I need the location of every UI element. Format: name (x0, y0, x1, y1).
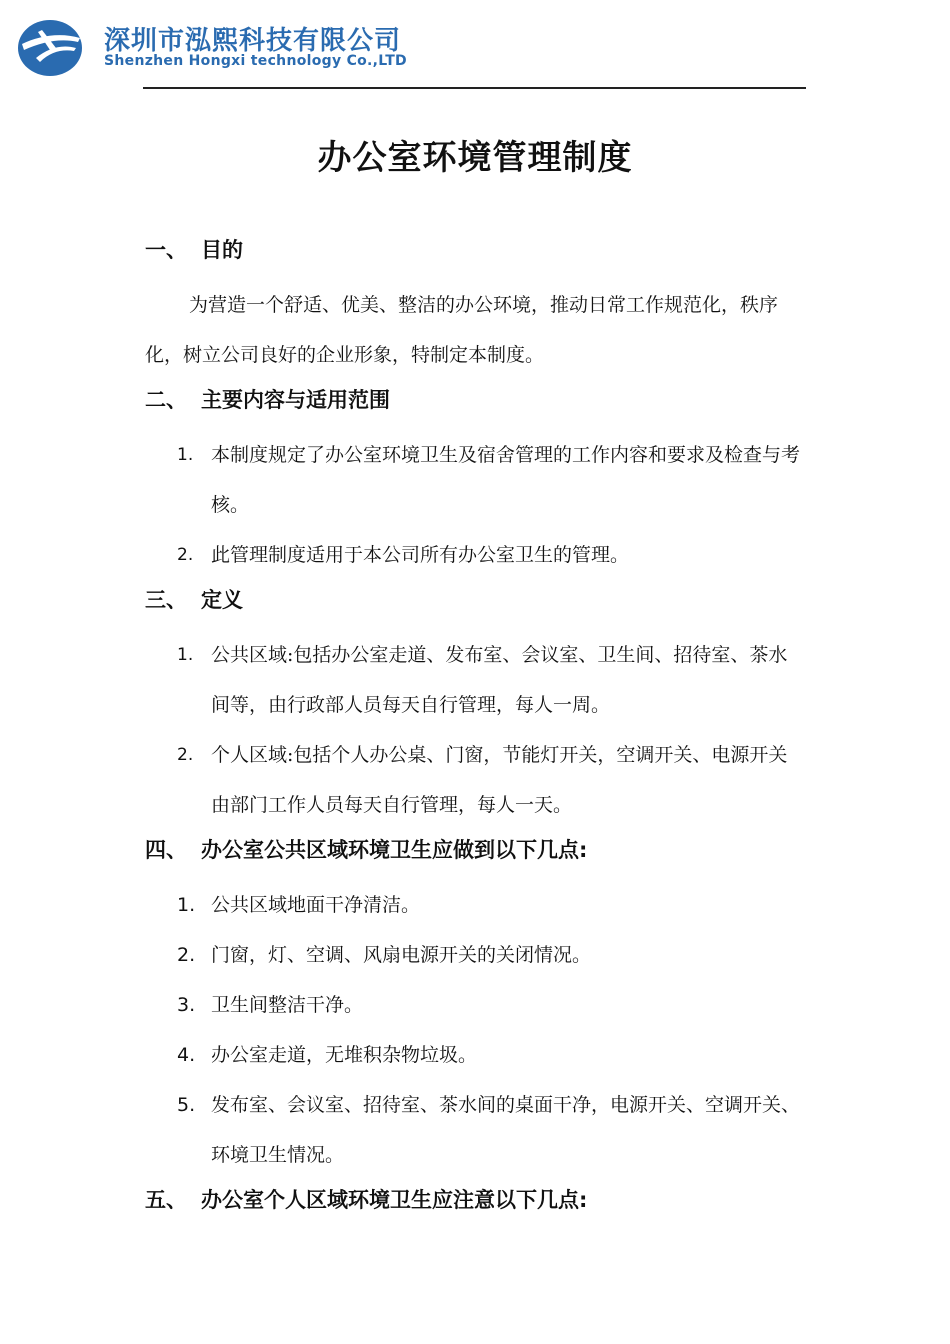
section-heading (145, 230, 805, 280)
list-item (145, 430, 805, 530)
list-item-text: 本制度规定了办公室环境卫生及宿舍管理的工作内容和要求及检查与考核。 (211, 444, 801, 516)
list-item (145, 730, 805, 830)
list-item-number: 1. (177, 645, 194, 665)
section-number: 五、 (145, 1188, 187, 1212)
section-title: 办公室公共区域环境卫生应做到以下几点: (201, 838, 588, 862)
list-item-number: 4. (177, 1044, 196, 1066)
list-item-text: 办公室走道，无堆积杂物垃圾。 (211, 1044, 478, 1066)
list-item (145, 630, 805, 730)
list-item (145, 1080, 805, 1180)
list-item-text: 卫生间整洁干净。 (211, 994, 364, 1016)
section-heading (145, 830, 805, 880)
list-item-number: 1. (177, 445, 194, 465)
list-item-text: 门窗，灯、空调、风扇电源开关的关闭情况。 (211, 944, 592, 966)
list-item (145, 930, 805, 980)
section-number: 三、 (145, 588, 187, 612)
list-item-number: 1. (177, 894, 196, 916)
section-heading (145, 380, 805, 430)
company-name-en: Shenzhen Hongxi technology Co.,LTD (104, 53, 407, 69)
list-item (145, 980, 805, 1030)
section-title: 目的 (201, 238, 243, 262)
airplane-globe-logo (16, 18, 84, 78)
list-item-text: 公共区域地面干净清洁。 (211, 894, 421, 916)
letterhead (16, 14, 536, 76)
list-item-text: 发布室、会议室、招待室、茶水间的桌面干净，电源开关、空调开关、环境卫生情况。 (211, 1094, 801, 1166)
list-item-number: 2. (177, 745, 194, 765)
header-divider (143, 87, 806, 89)
list-item (145, 1030, 805, 1080)
document-title: 办公室环境管理制度 (317, 138, 633, 178)
section-number: 四、 (145, 838, 187, 862)
section-number: 一、 (145, 238, 187, 262)
section-title: 办公室个人区域环境卫生应注意以下几点: (201, 1188, 588, 1212)
list-item-number: 5. (177, 1094, 196, 1116)
list-item-number: 2. (177, 545, 194, 565)
list-item-text: 公共区域:包括办公室走道、发布室、会议室、卫生间、招待室、茶水间等，由行政部人员每天自行管理，每人一周。 (211, 644, 788, 716)
section-number: 二、 (145, 388, 187, 412)
list-item-number: 3. (177, 994, 196, 1016)
list-item-text: 个人区域:包括个人办公桌、门窗，节能灯开关，空调开关、电源开关由部门工作人员每天自行管理，每人一天。 (211, 744, 788, 816)
list-item (145, 530, 805, 580)
list-item-number: 2. (177, 944, 196, 966)
document-body (145, 230, 805, 1230)
section-heading (145, 1180, 805, 1230)
list-item (145, 880, 805, 930)
section-paragraph: 为营造一个舒适、优美、整洁的办公环境，推动日常工作规范化，秩序化，树立公司良好的企业形象，特制定本制度。 (145, 294, 779, 366)
list-item-text: 此管理制度适用于本公司所有办公室卫生的管理。 (211, 544, 630, 566)
company-name-cn: 深圳市泓熙科技有限公司 (104, 26, 402, 56)
section-title: 定义 (201, 588, 243, 612)
section-heading (145, 580, 805, 630)
section-title: 主要内容与适用范围 (201, 388, 390, 412)
